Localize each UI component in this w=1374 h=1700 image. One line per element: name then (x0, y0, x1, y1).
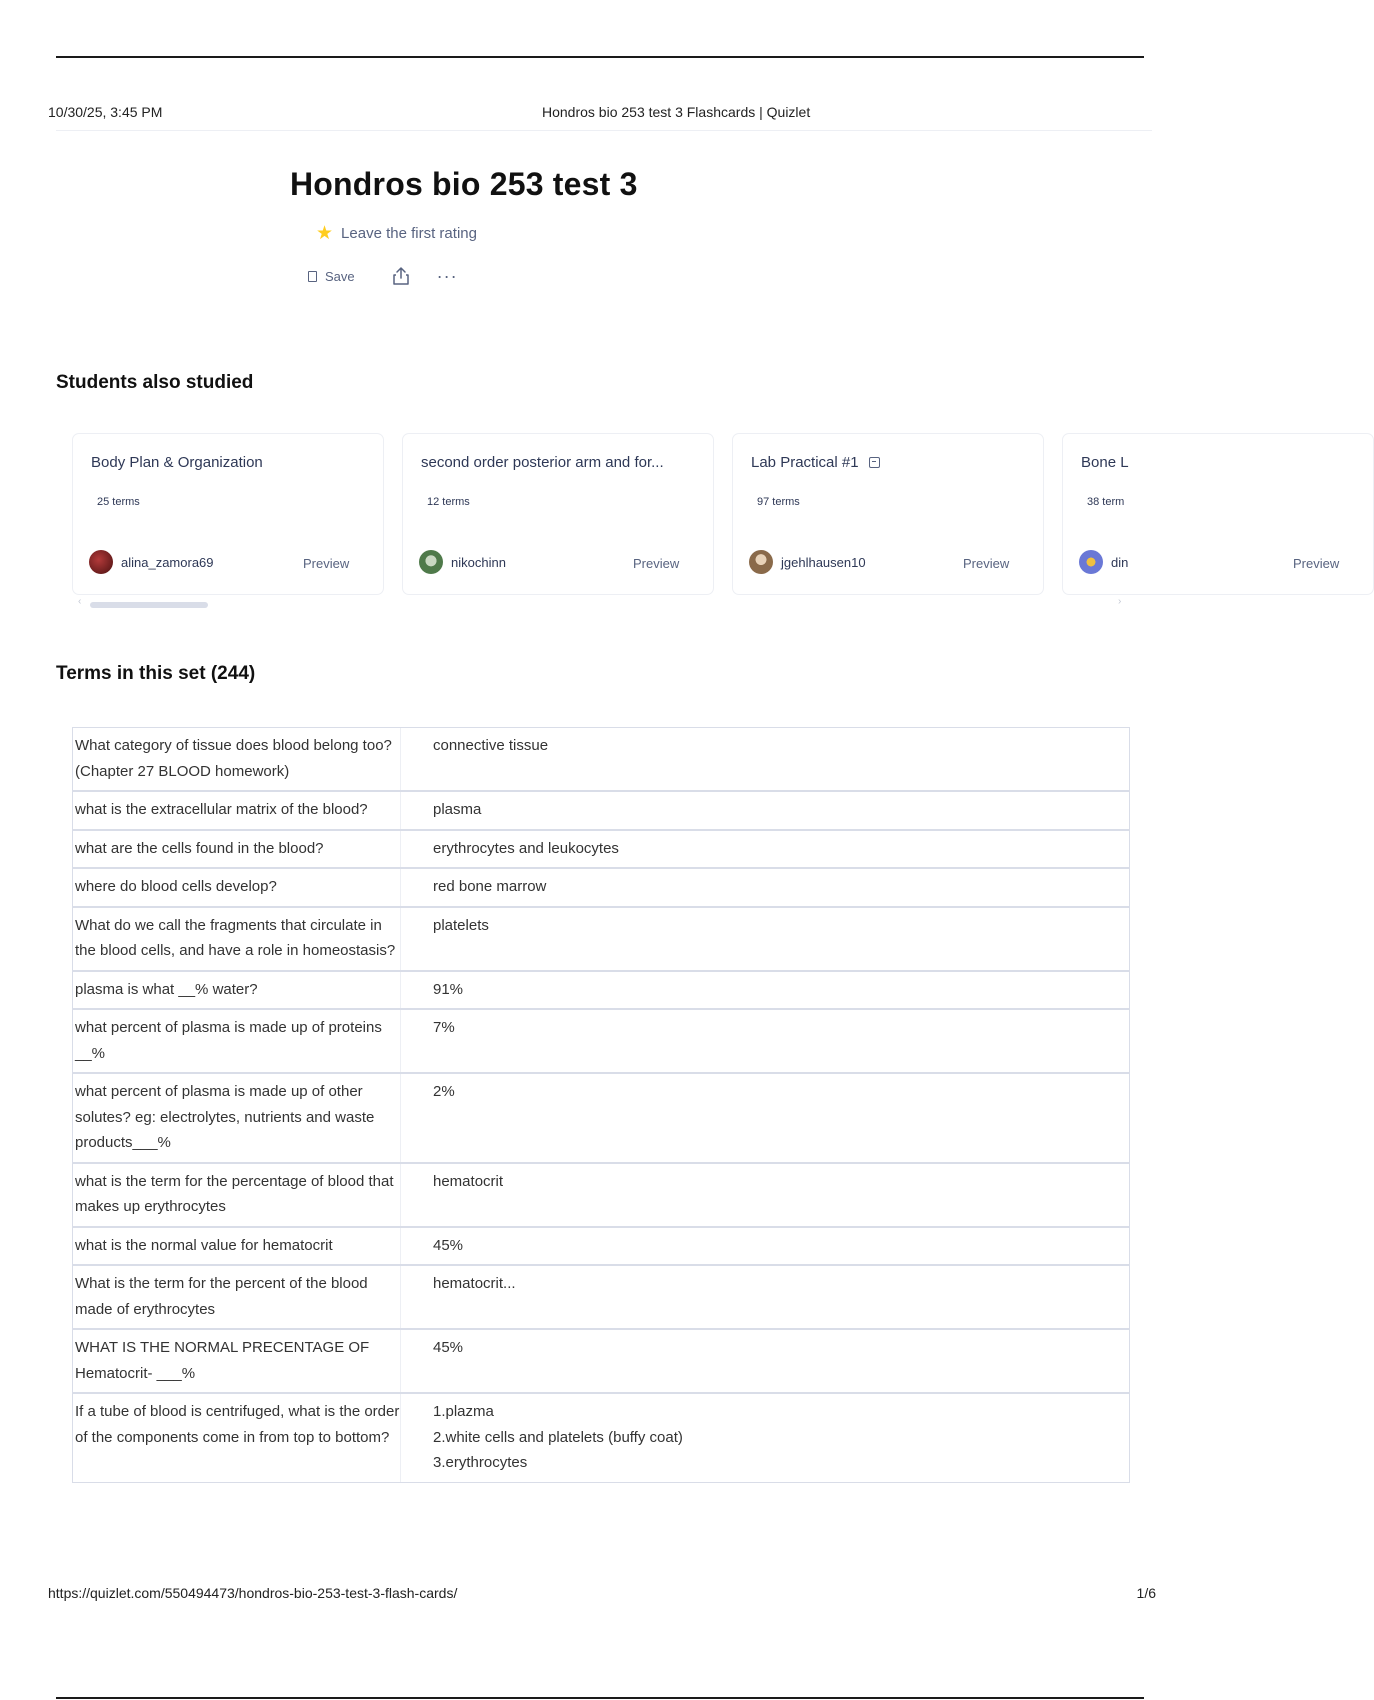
definition-line: 2.white cells and platelets (buffy coat) (433, 1428, 683, 1446)
definition-text (401, 728, 1129, 790)
table-row (73, 908, 1129, 972)
scroll-left-icon[interactable]: ‹ (78, 596, 82, 607)
print-page-indicator: 1/6 (1136, 1585, 1156, 1601)
share-icon[interactable] (391, 266, 411, 286)
studied-card[interactable] (1062, 433, 1374, 595)
table-row (73, 1228, 1129, 1267)
page-top-rule (56, 56, 1144, 58)
table-row (73, 869, 1129, 908)
definition-text (401, 1164, 1129, 1226)
card-username: jgehlhausen10 (781, 554, 866, 570)
set-title: Hondros bio 253 test 3 (290, 166, 638, 202)
page-bottom-rule (56, 1697, 1144, 1699)
definition-line: red bone marrow (433, 878, 547, 895)
table-row (73, 972, 1129, 1011)
definition-line: 7% (433, 1019, 455, 1036)
definition-text (401, 972, 1129, 1009)
terms-table (72, 727, 1130, 1483)
definition-line: erythrocytes and leukocytes (433, 839, 619, 857)
card-preview-link[interactable]: Preview (963, 556, 1010, 571)
carousel-scroll-thumb[interactable] (90, 602, 208, 608)
print-url: https://quizlet.com/550494473/hondros-bio-253-test-3-flash-cards/ (48, 1585, 458, 1601)
studied-card[interactable] (72, 433, 384, 595)
definition-text (401, 908, 1129, 970)
definition-text (401, 1266, 1129, 1328)
table-row (73, 1394, 1129, 1482)
card-title: Lab Practical #1 (751, 454, 1025, 471)
card-term-count: 97 terms (757, 496, 800, 508)
term-text: what are the cells found in the blood? (73, 831, 401, 868)
term-text: What do we call the fragments that circulate in the blood cells, and have a role in homeostasis? (73, 908, 401, 970)
print-datetime: 10/30/25, 3:45 PM (48, 104, 163, 120)
header-divider (56, 130, 1152, 131)
avatar (749, 550, 773, 574)
card-user[interactable] (749, 550, 866, 574)
card-username: din (1111, 554, 1129, 570)
set-actions (308, 266, 458, 286)
card-title: Bone L (1081, 454, 1129, 471)
term-text: If a tube of blood is centrifuged, what is the order of the components come in from top to bottom? (73, 1394, 401, 1482)
avatar (419, 550, 443, 574)
studied-card[interactable] (732, 433, 1044, 595)
card-preview-link[interactable]: Preview (1293, 556, 1340, 571)
table-row (73, 1164, 1129, 1228)
lock-icon (869, 457, 880, 468)
table-row (73, 1010, 1129, 1074)
term-text: what percent of plasma is made up of other solutes? eg: electrolytes, nutrients and waste products___% (73, 1074, 401, 1162)
card-user[interactable] (419, 550, 506, 574)
term-text: where do blood cells develop? (73, 869, 401, 906)
card-preview-link[interactable]: Preview (303, 556, 350, 571)
definition-text (401, 1330, 1129, 1392)
definition-line: 3.erythrocytes (433, 1454, 528, 1471)
definition-line: 45% (433, 1236, 464, 1254)
rating-link[interactable] (316, 224, 477, 243)
card-user[interactable] (89, 550, 214, 574)
definition-line: 45% (433, 1339, 464, 1356)
more-icon[interactable]: ··· (436, 266, 458, 286)
term-text: WHAT IS THE NORMAL PRECENTAGE OF Hematocrit- ___% (73, 1330, 401, 1392)
definition-line: hematocrit... (433, 1275, 516, 1292)
card-preview-link[interactable]: Preview (633, 556, 680, 571)
term-text: what is the term for the percentage of blood that makes up erythrocytes (73, 1164, 401, 1226)
definition-text (401, 1228, 1129, 1265)
definition-line: plasma (433, 801, 482, 818)
table-row (73, 1330, 1129, 1394)
definition-text (401, 869, 1129, 906)
carousel-scrollbar[interactable] (78, 600, 1126, 608)
table-row (73, 792, 1129, 831)
avatar (1079, 550, 1103, 574)
table-row (73, 728, 1129, 792)
definition-line: 1.plazma (433, 1403, 494, 1420)
term-text: plasma is what __% water? (73, 972, 401, 1009)
definition-text (401, 831, 1129, 868)
studied-card[interactable] (402, 433, 714, 595)
table-row (73, 1074, 1129, 1164)
save-button[interactable] (308, 269, 355, 284)
term-text: what percent of plasma is made up of proteins __% (73, 1010, 401, 1072)
card-username: alina_zamora69 (121, 554, 214, 570)
bookmark-icon (308, 271, 317, 282)
terms-heading: Terms in this set (244) (56, 663, 256, 684)
term-text: what is the extracellular matrix of the blood? (73, 792, 401, 829)
star-icon: ★ (316, 223, 334, 244)
card-title: Body Plan & Organization (91, 454, 263, 471)
card-title: second order posterior arm and for... (421, 454, 664, 471)
definition-text (401, 1074, 1129, 1162)
definition-line: hematocrit (433, 1172, 504, 1190)
students-also-studied-heading: Students also studied (56, 372, 254, 393)
card-term-count: 12 terms (427, 496, 470, 508)
term-text: what is the normal value for hematocrit (73, 1228, 401, 1265)
rating-text: Leave the first rating (341, 225, 477, 242)
print-header (48, 104, 1156, 122)
print-page-title: Hondros bio 253 test 3 Flashcards | Quizlet (542, 104, 811, 120)
card-user[interactable] (1079, 550, 1128, 574)
table-row (73, 1266, 1129, 1330)
scroll-right-icon[interactable]: › (1118, 596, 1122, 607)
definition-text (401, 1010, 1129, 1072)
table-row (73, 831, 1129, 870)
definition-line: connective tissue (433, 737, 549, 754)
save-label: Save (325, 268, 355, 284)
card-username: nikochinn (451, 554, 506, 570)
definition-text (401, 792, 1129, 829)
studied-carousel (72, 433, 1340, 595)
card-term-count: 25 terms (97, 496, 140, 508)
definition-line: platelets (433, 916, 489, 934)
card-term-count: 38 term (1087, 496, 1125, 508)
definition-line: 2% (433, 1083, 455, 1100)
definition-text (401, 1394, 1129, 1482)
avatar (89, 550, 113, 574)
term-text: What category of tissue does blood belong too? (Chapter 27 BLOOD homework) (73, 728, 401, 790)
term-text: What is the term for the percent of the blood made of erythrocytes (73, 1266, 401, 1328)
definition-line: 91% (433, 980, 464, 998)
